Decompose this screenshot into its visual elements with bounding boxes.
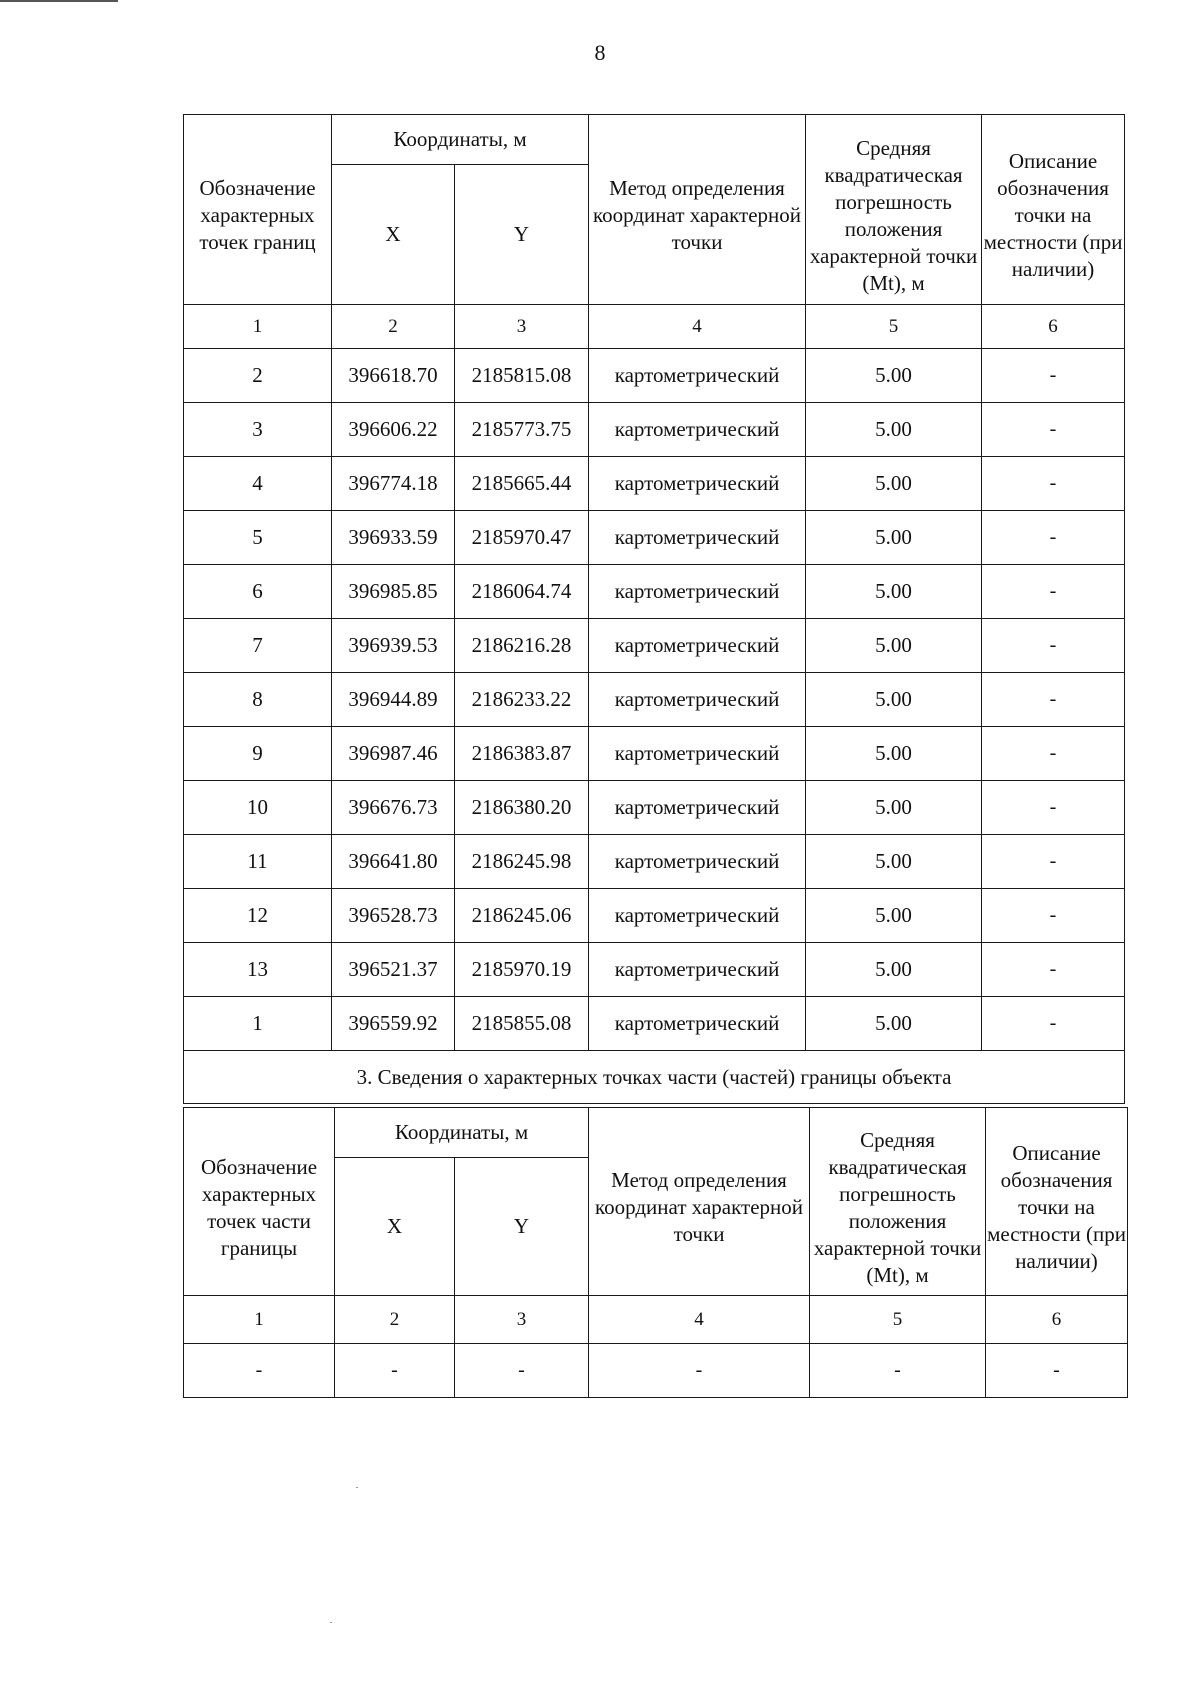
scan-artifact-dot [356,1487,358,1488]
empty-cell: - [986,1344,1128,1398]
table-row [184,511,1125,565]
section-3-title-row [184,1051,1125,1104]
designation-header: Обозначение характерных точек границ [184,115,332,305]
point-number-cell: 12 [184,889,332,943]
coordinates-header: Координаты, м [335,1108,589,1158]
column-number: 2 [335,1296,455,1344]
description-header: Описание обозначения точки на местности (при наличии) [982,115,1125,305]
x-coordinate-cell: 396676.73 [332,781,455,835]
x-coordinate-cell: 396939.53 [332,619,455,673]
x-coordinate-cell: 396618.70 [332,349,455,403]
description-cell: - [982,997,1125,1051]
empty-cell: - [455,1344,589,1398]
method-cell: картометрический [589,835,806,889]
method-header: Метод определения координат характерной точки [589,1108,810,1296]
y-coordinate-cell: 2185815.08 [455,349,589,403]
y-header: Y [455,1158,589,1296]
header-row [184,115,1125,165]
mt-cell: 5.00 [806,997,982,1051]
method-cell: картометрический [589,997,806,1051]
description-cell: - [982,349,1125,403]
table-row [184,565,1125,619]
method-cell: картометрический [589,349,806,403]
method-cell: картометрический [589,889,806,943]
x-coordinate-cell: 396528.73 [332,889,455,943]
x-coordinate-cell: 396985.85 [332,565,455,619]
table-row [184,781,1125,835]
mt-cell: 5.00 [806,835,982,889]
x-header: X [332,165,455,305]
y-coordinate-cell: 2185970.19 [455,943,589,997]
table-row [184,403,1125,457]
y-coordinate-cell: 2186245.06 [455,889,589,943]
part-boundary-points-table [183,1107,1128,1398]
x-coordinate-cell: 396774.18 [332,457,455,511]
description-cell: - [982,619,1125,673]
x-coordinate-cell: 396944.89 [332,673,455,727]
y-coordinate-cell: 2186233.22 [455,673,589,727]
y-coordinate-cell: 2186245.98 [455,835,589,889]
table-row [184,889,1125,943]
table-row [184,349,1125,403]
description-cell: - [982,565,1125,619]
table-row [184,835,1125,889]
y-coordinate-cell: 2186380.20 [455,781,589,835]
x-coordinate-cell: 396641.80 [332,835,455,889]
column-number: 6 [986,1296,1128,1344]
method-cell: картометрический [589,943,806,997]
coordinates-header: Координаты, м [332,115,589,165]
description-cell: - [982,835,1125,889]
x-header: X [335,1158,455,1296]
x-coordinate-cell: 396933.59 [332,511,455,565]
description-cell: - [982,943,1125,997]
x-coordinate-cell: 396559.92 [332,997,455,1051]
method-cell: картометрический [589,673,806,727]
scan-artifact-dot [330,1622,332,1623]
point-number-cell: 7 [184,619,332,673]
description-cell: - [982,457,1125,511]
method-cell: картометрический [589,781,806,835]
point-number-cell: 4 [184,457,332,511]
x-coordinate-cell: 396606.22 [332,403,455,457]
section-3-title: 3. Сведения о характерных точках части (частей) границы объекта [184,1051,1125,1104]
header-row [184,1108,1128,1158]
boundary-points-table [183,114,1125,1104]
y-coordinate-cell: 2185665.44 [455,457,589,511]
column-number: 5 [806,305,982,349]
method-header: Метод определения координат характерной точки [589,115,806,305]
mt-cell: 5.00 [806,673,982,727]
mt-cell: 5.00 [806,511,982,565]
column-number: 4 [589,305,806,349]
y-header: Y [455,165,589,305]
mt-cell: 5.00 [806,943,982,997]
y-coordinate-cell: 2186383.87 [455,727,589,781]
column-numbers-row [184,305,1125,349]
y-coordinate-cell: 2185970.47 [455,511,589,565]
description-header: Описание обозначения точки на местности (при наличии) [986,1108,1128,1296]
method-cell: картометрический [589,727,806,781]
scan-artifact-line [0,0,118,2]
column-number: 3 [455,1296,589,1344]
point-number-cell: 11 [184,835,332,889]
method-cell: картометрический [589,619,806,673]
mt-cell: 5.00 [806,349,982,403]
x-coordinate-cell: 396521.37 [332,943,455,997]
mt-cell: 5.00 [806,889,982,943]
x-coordinate-cell: 396987.46 [332,727,455,781]
empty-cell: - [810,1344,986,1398]
description-cell: - [982,781,1125,835]
y-coordinate-cell: 2185773.75 [455,403,589,457]
mt-cell: 5.00 [806,727,982,781]
point-number-cell: 13 [184,943,332,997]
description-cell: - [982,511,1125,565]
mt-cell: 5.00 [806,565,982,619]
error-header: Средняя квадратическая погрешность положения характерной точки (Mt), м [810,1108,986,1296]
column-number: 6 [982,305,1125,349]
point-number-cell: 2 [184,349,332,403]
y-coordinate-cell: 2186064.74 [455,565,589,619]
point-number-cell: 8 [184,673,332,727]
method-cell: картометрический [589,403,806,457]
method-cell: картометрический [589,565,806,619]
mt-cell: 5.00 [806,619,982,673]
column-number: 1 [184,1296,335,1344]
point-number-cell: 1 [184,997,332,1051]
table-row [184,943,1125,997]
column-number: 3 [455,305,589,349]
empty-cell: - [335,1344,455,1398]
description-cell: - [982,889,1125,943]
table-row [184,997,1125,1051]
mt-cell: 5.00 [806,403,982,457]
error-header: Средняя квадратическая погрешность положения характерной точки (Mt), м [806,115,982,305]
table-row [184,673,1125,727]
table-row [184,727,1125,781]
designation-header: Обозначение характерных точек части границы [184,1108,335,1296]
column-numbers-row [184,1296,1128,1344]
point-number-cell: 3 [184,403,332,457]
table-row [184,457,1125,511]
page-number: 8 [594,40,606,65]
mt-cell: 5.00 [806,781,982,835]
column-number: 1 [184,305,332,349]
point-number-cell: 5 [184,511,332,565]
method-cell: картометрический [589,457,806,511]
point-number-cell: 6 [184,565,332,619]
y-coordinate-cell: 2186216.28 [455,619,589,673]
table-row [184,619,1125,673]
point-number-cell: 9 [184,727,332,781]
empty-cell: - [589,1344,810,1398]
description-cell: - [982,727,1125,781]
mt-cell: 5.00 [806,457,982,511]
column-number: 5 [810,1296,986,1344]
table-row [184,1344,1128,1398]
method-cell: картометрический [589,511,806,565]
column-number: 4 [589,1296,810,1344]
y-coordinate-cell: 2185855.08 [455,997,589,1051]
description-cell: - [982,673,1125,727]
description-cell: - [982,403,1125,457]
empty-cell: - [184,1344,335,1398]
column-number: 2 [332,305,455,349]
point-number-cell: 10 [184,781,332,835]
boundary-points-rows [184,349,1125,1051]
